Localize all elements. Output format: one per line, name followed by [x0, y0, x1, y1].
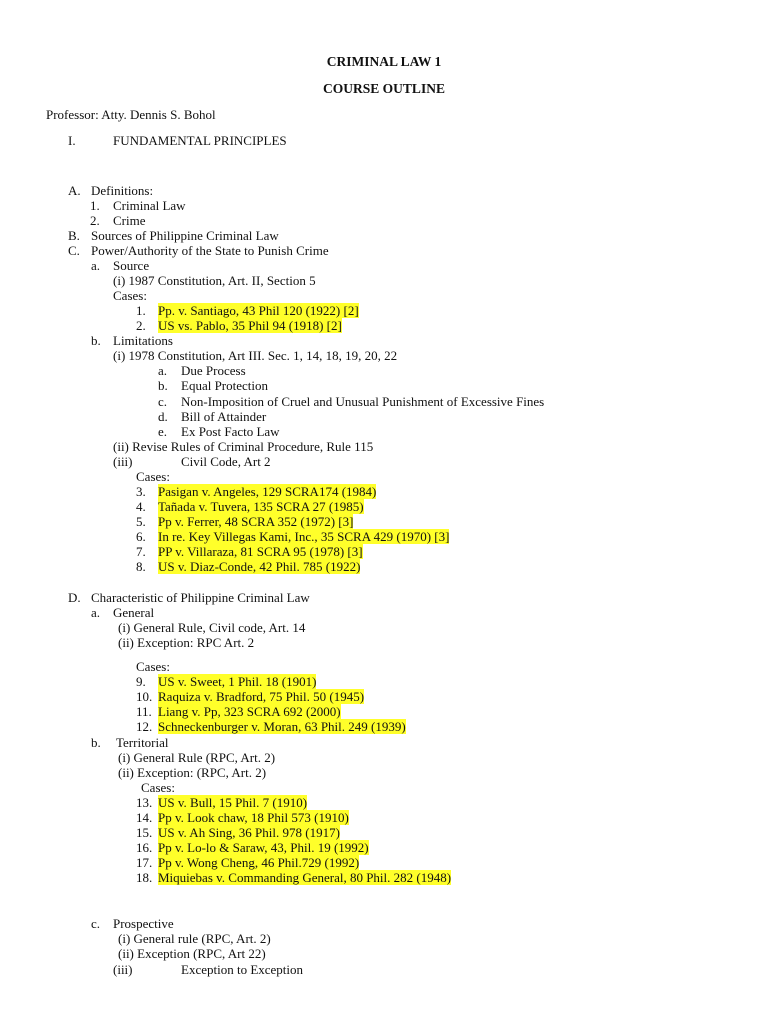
case-citation: [158, 303, 359, 318]
case-citation: [158, 318, 342, 333]
outline-subitem: (ii) Exception (RPC, Art 22): [118, 946, 266, 961]
case-number: 9.: [136, 674, 146, 689]
case-text: Pp v. Wong Cheng, 46 Phil.729 (1992): [158, 855, 360, 870]
case-number: 18.: [136, 870, 153, 885]
outline-marker: c.: [158, 394, 168, 409]
cases-label: Cases:: [136, 469, 170, 484]
case-text: Miquiebas v. Commanding General, 80 Phil. 282 (1948): [158, 870, 452, 885]
outline-item: Criminal Law: [113, 198, 186, 213]
case-number: 10.: [136, 689, 153, 704]
outline-subitem: Exception to Exception: [181, 962, 304, 977]
document-title: CRIMINAL LAW 1: [326, 54, 442, 69]
case-citation: [158, 855, 359, 870]
case-number: 12.: [136, 719, 153, 734]
case-number: 13.: [136, 795, 153, 810]
outline-subitem: (i) 1987 Constitution, Art. II, Section 5: [113, 273, 316, 288]
outline-subitem: (i) General Rule (RPC, Art. 2): [118, 750, 276, 765]
outline-item-definitions: Definitions:: [91, 183, 154, 198]
outline-item: Equal Protection: [181, 378, 269, 393]
outline-item: Territorial: [116, 735, 169, 750]
case-citation: [158, 689, 364, 704]
case-citation: [158, 544, 363, 559]
outline-subitem: (i) 1978 Constitution, Art III. Sec. 1, 14, 18, 19, 20, 22: [113, 348, 398, 363]
outline-subitem: (ii) Revise Rules of Criminal Procedure, Rule 115: [113, 439, 374, 454]
case-text: Liang v. Pp, 323 SCRA 692 (2000): [158, 704, 341, 719]
case-citation: [158, 514, 353, 529]
case-text: US v. Diaz-Conde, 42 Phil. 785 (1922): [158, 559, 361, 574]
section-number: I.: [68, 133, 76, 148]
outline-subitem: (i) General Rule, Civil code, Art. 14: [118, 620, 306, 635]
case-text: Tañada v. Tuvera, 135 SCRA 27 (1985): [158, 499, 364, 514]
outline-marker: 2.: [90, 213, 100, 228]
cases-label: Cases:: [136, 659, 170, 674]
outline-item-characteristic: Characteristic of Philippine Criminal Law: [91, 590, 310, 605]
outline-item: Prospective: [113, 916, 174, 931]
case-text: Pasigan v. Angeles, 129 SCRA174 (1984): [158, 484, 377, 499]
cases-label: Cases:: [141, 780, 175, 795]
outline-marker: b.: [91, 735, 101, 750]
case-text: In re. Key Villegas Kami, Inc., 35 SCRA 429 (1970) [3]: [158, 529, 450, 544]
outline-item: Source: [113, 258, 150, 273]
case-text: Pp v. Lo-lo & Saraw, 43, Phil. 19 (1992): [158, 840, 369, 855]
outline-marker: a.: [91, 605, 101, 620]
case-citation: [158, 704, 341, 719]
case-number: 15.: [136, 825, 153, 840]
outline-item: Ex Post Facto Law: [181, 424, 280, 439]
case-number: 11.: [136, 704, 152, 719]
case-citation: [158, 795, 307, 810]
case-number: 6.: [136, 529, 146, 544]
outline-item-sources: Sources of Philippine Criminal Law: [91, 228, 279, 243]
case-number: 5.: [136, 514, 146, 529]
case-citation: [158, 719, 406, 734]
case-citation: [158, 825, 340, 840]
outline-item-power: Power/Authority of the State to Punish Crime: [91, 243, 329, 258]
case-number: 7.: [136, 544, 146, 559]
outline-marker: d.: [158, 409, 168, 424]
case-citation: [158, 840, 369, 855]
case-text: Schneckenburger v. Moran, 63 Phil. 249 (1939): [158, 719, 406, 734]
outline-subitem: (ii) Exception: (RPC, Art. 2): [118, 765, 267, 780]
case-citation: [158, 559, 360, 574]
case-text: Pp v. Ferrer, 48 SCRA 352 (1972) [3]: [158, 514, 354, 529]
outline-subitem: Civil Code, Art 2: [181, 454, 271, 469]
case-citation: [158, 674, 316, 689]
outline-marker: a.: [158, 363, 168, 378]
case-text: PP v. Villaraza, 81 SCRA 95 (1978) [3]: [158, 544, 363, 559]
outline-subitem: (ii) Exception: RPC Art. 2: [118, 635, 255, 650]
outline-marker: e.: [158, 424, 168, 439]
case-number: 16.: [136, 840, 153, 855]
outline-subitem: (i) General rule (RPC, Art. 2): [118, 931, 271, 946]
outline-marker: 1.: [90, 198, 100, 213]
case-citation: [158, 810, 349, 825]
case-citation: [158, 529, 449, 544]
outline-marker: D.: [68, 590, 81, 605]
outline-marker: b.: [91, 333, 101, 348]
professor-line: Professor: Atty. Dennis S. Bohol: [46, 107, 216, 122]
outline-marker: c.: [91, 916, 101, 931]
case-number: 2.: [136, 318, 146, 333]
outline-item: Crime: [113, 213, 146, 228]
outline-item: Due Process: [181, 363, 246, 378]
outline-item: Limitations: [113, 333, 173, 348]
case-text: US v. Ah Sing, 36 Phil. 978 (1917): [158, 825, 340, 840]
section-heading: FUNDAMENTAL PRINCIPLES: [113, 133, 287, 148]
case-citation: [158, 484, 376, 499]
case-number: 14.: [136, 810, 153, 825]
outline-item: Non-Imposition of Cruel and Unusual Punishment of Excessive Fines: [181, 394, 545, 409]
outline-marker: b.: [158, 378, 168, 393]
case-number: 3.: [136, 484, 146, 499]
document-subtitle: COURSE OUTLINE: [323, 81, 445, 96]
case-number: 17.: [136, 855, 153, 870]
case-citation: [158, 870, 451, 885]
outline-item: Bill of Attainder: [181, 409, 267, 424]
outline-item: General: [113, 605, 155, 620]
outline-marker: a.: [91, 258, 101, 273]
cases-label: Cases:: [113, 288, 147, 303]
outline-marker: (iii): [113, 454, 133, 469]
case-number: 1.: [136, 303, 146, 318]
outline-marker: (iii): [113, 962, 133, 977]
case-text: US v. Sweet, 1 Phil. 18 (1901): [158, 674, 317, 689]
case-text: US vs. Pablo, 35 Phil 94 (1918) [2]: [158, 318, 342, 333]
outline-marker: A.: [68, 183, 81, 198]
case-number: 8.: [136, 559, 146, 574]
case-text: US v. Bull, 15 Phil. 7 (1910): [158, 795, 308, 810]
outline-marker: B.: [68, 228, 80, 243]
case-text: Raquiza v. Bradford, 75 Phil. 50 (1945): [158, 689, 365, 704]
case-citation: [158, 499, 364, 514]
case-number: 4.: [136, 499, 146, 514]
outline-marker: C.: [68, 243, 80, 258]
case-text: Pp. v. Santiago, 43 Phil 120 (1922) [2]: [158, 303, 359, 318]
case-text: Pp v. Look chaw, 18 Phil 573 (1910): [158, 810, 349, 825]
